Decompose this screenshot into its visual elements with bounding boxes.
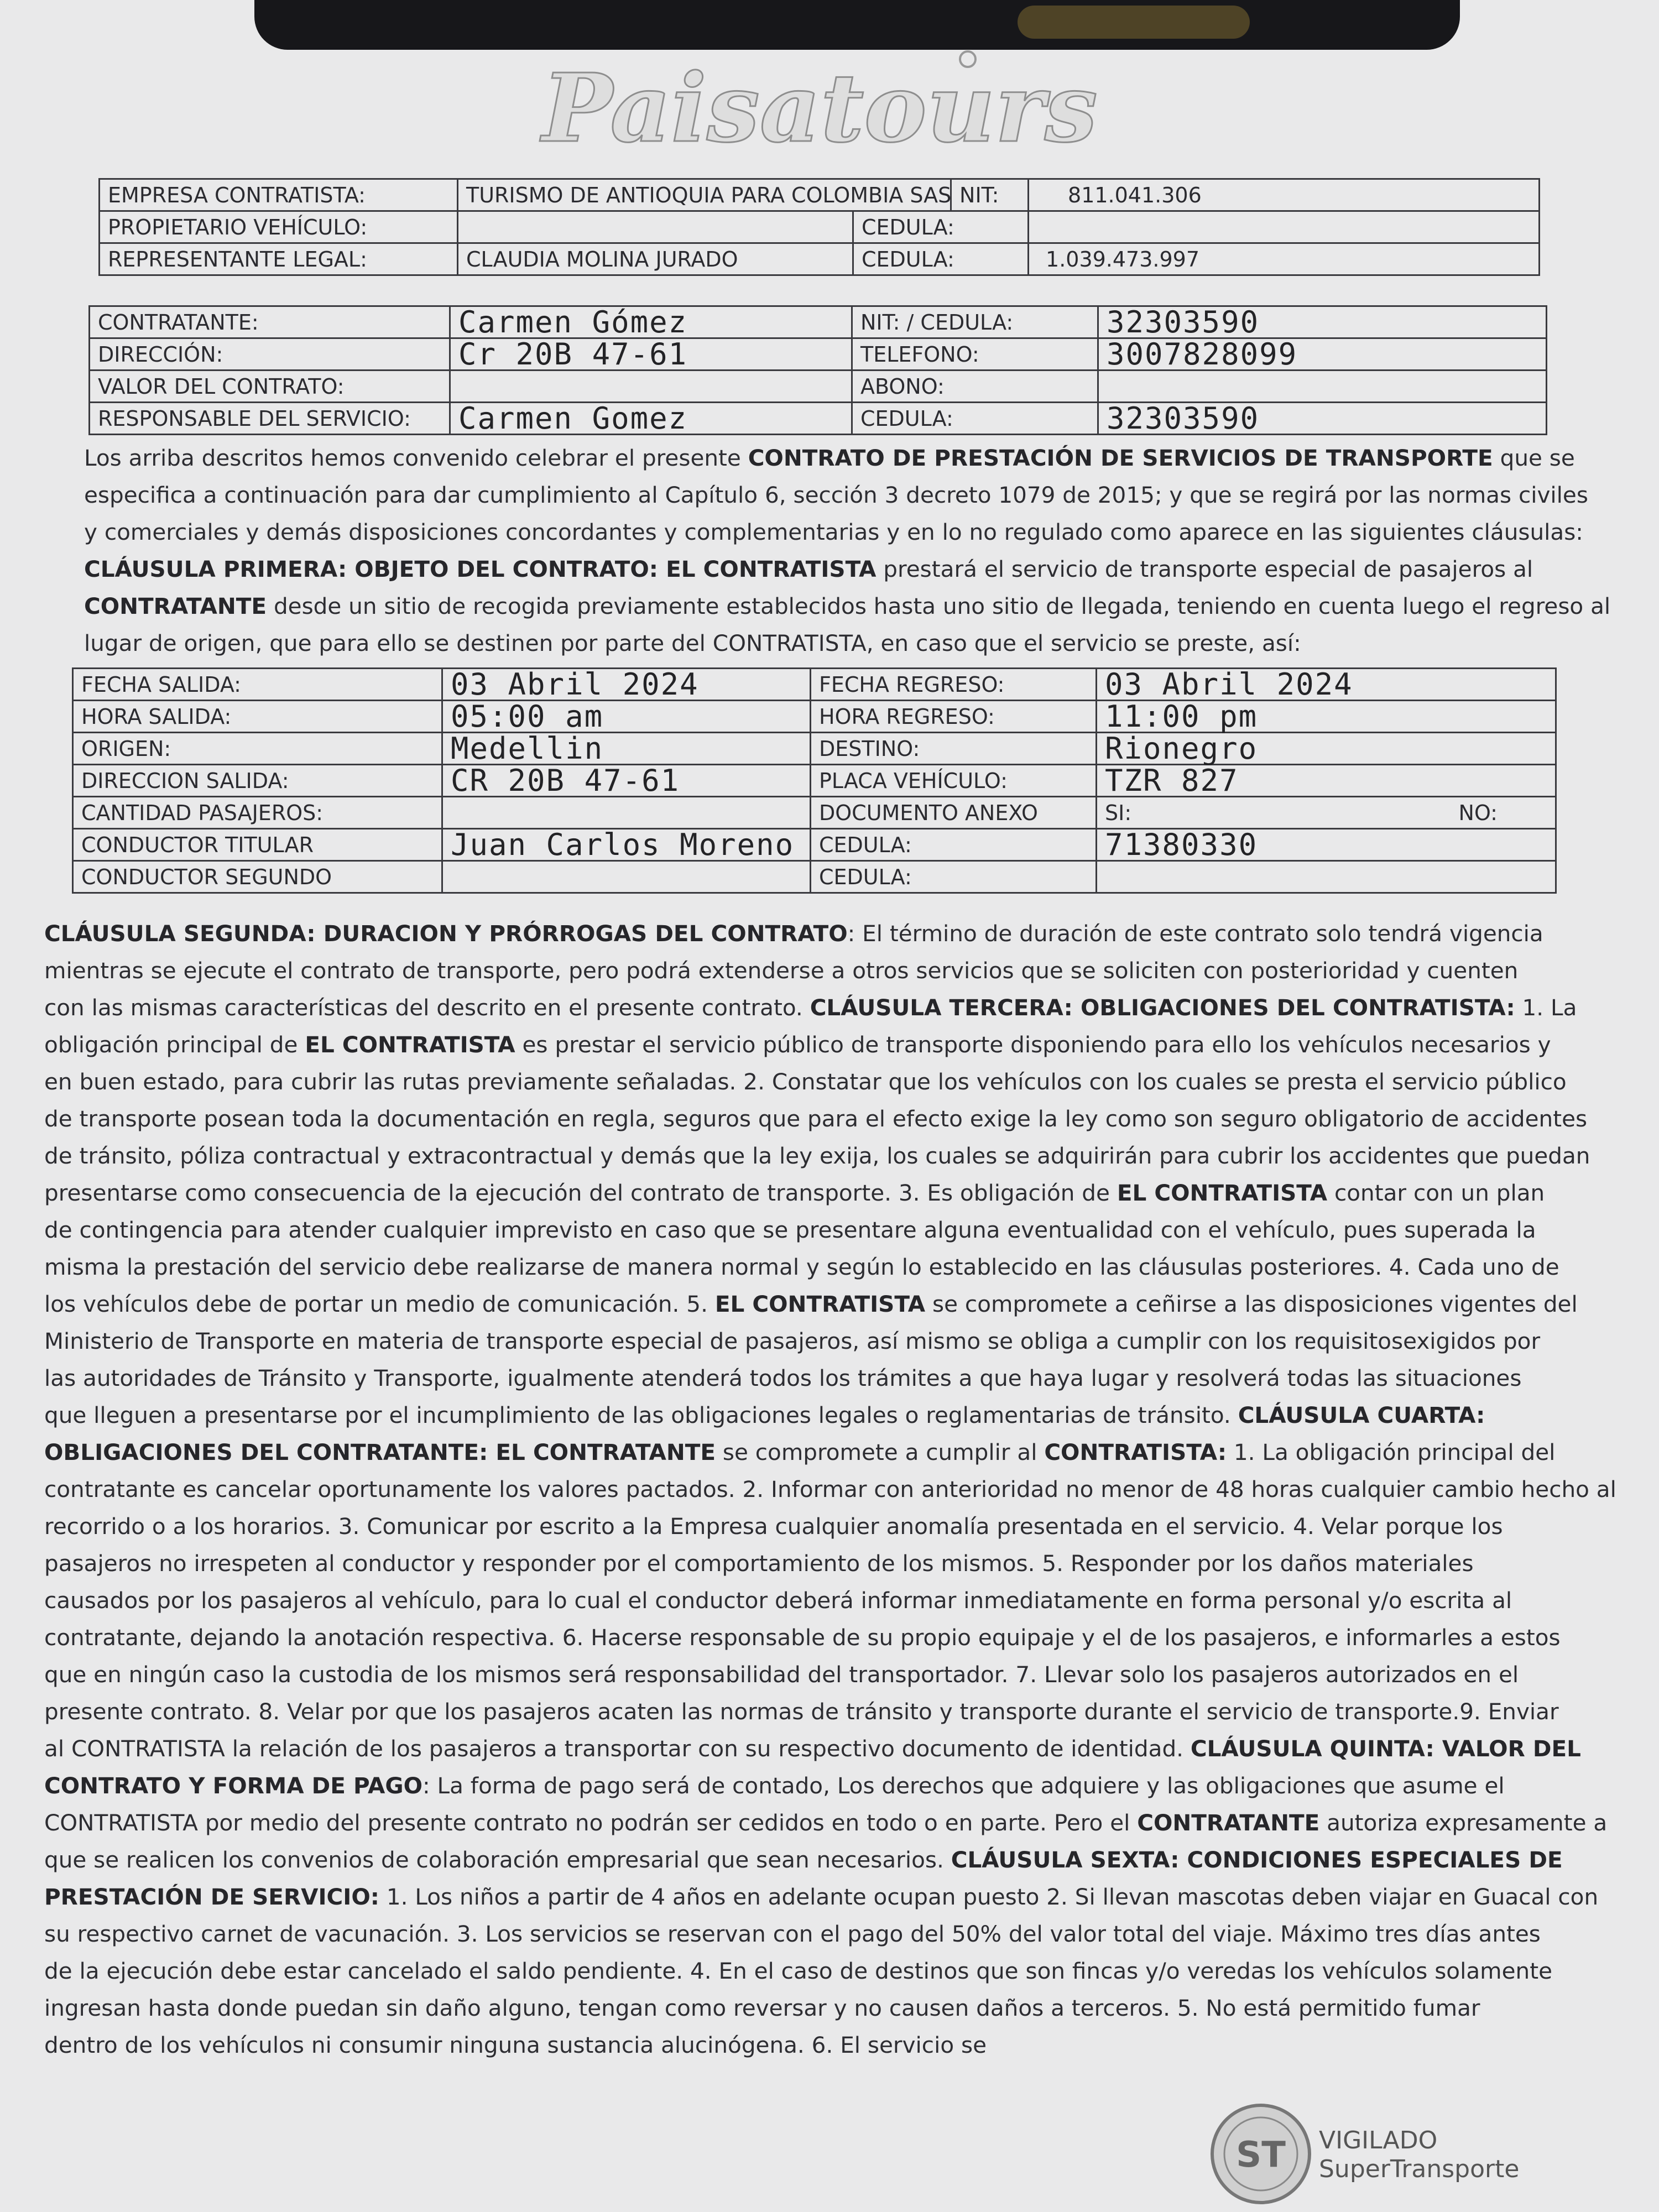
cantidad-pasajeros-label: CANTIDAD PASAJEROS: xyxy=(73,797,442,829)
text-run: de contingencia para atender cualquier imprevisto en caso que se presentare alguna eventualidad con el vehículo, pues superada la xyxy=(44,1217,1536,1243)
representante-label: REPRESENTANTE LEGAL: xyxy=(100,243,458,275)
cedula-titular-label: CEDULA: xyxy=(811,829,1097,861)
valor-value xyxy=(450,371,852,403)
text-line xyxy=(84,477,1588,514)
text-run: presentarse como consecuencia de la ejecución del contrato de transporte. 3. Es obligación de xyxy=(44,1180,1117,1206)
text-line xyxy=(44,1249,1568,1286)
abono-value xyxy=(1098,371,1547,403)
clip-ornament xyxy=(1018,6,1250,39)
nit-label: NIT: xyxy=(951,179,1029,211)
direccion-label: DIRECCIÓN: xyxy=(90,338,450,371)
text-run: : La forma de pago será de contado, Los derechos que adquiere y las obligaciones que asume el xyxy=(422,1772,1505,1799)
text-run: contratante es cancelar oportunamente los valores pactados. 2. Informar con anterioridad no menor de 48 horas cualquier cambio hecho al xyxy=(44,1476,1616,1503)
bold-text: PRESTACIÓN DE SERVICIO: xyxy=(44,1884,379,1910)
text-line xyxy=(44,1175,1568,1212)
clauses-paragraph xyxy=(44,915,1616,2064)
propietario-value xyxy=(458,211,853,243)
origen-value: Medellin xyxy=(442,733,811,765)
text-line xyxy=(44,1619,1568,1656)
text-run: con las mismas características del descrito en el presente contrato. xyxy=(44,994,810,1021)
cedula-representante-value: 1.039.473.997 xyxy=(1029,243,1540,275)
placa-value: TZR 827 xyxy=(1097,765,1556,797)
text-line xyxy=(44,1804,1608,1841)
supertransporte-seal-icon xyxy=(1208,2101,1313,2206)
text-run: mientras se ejecute el contrato de transporte, pero podrá extenderse a otros servicios que se soliciten con posterioridad y cuenten xyxy=(44,957,1519,984)
hora-salida-value: 05:00 am xyxy=(442,701,811,733)
text-line xyxy=(84,514,1583,551)
text-run: de tránsito, póliza contractual y extracontractual y demás que la ley exija, los cuales se adquirirán para cubrir los accidentes que puedan xyxy=(44,1142,1590,1169)
text-run: dentro de los vehículos ni consumir ninguna sustancia alucinógena. 6. El servicio se xyxy=(44,2032,987,2058)
conductor-segundo-label: CONDUCTOR SEGUNDO xyxy=(73,861,442,893)
documento-anexo-options xyxy=(1097,797,1556,829)
text-run: lugar de origen, que para ello se destinen por parte del CONTRATISTA, en caso que el servicio se preste, así: xyxy=(84,630,1301,656)
text-line xyxy=(44,1138,1590,1175)
contratante-value: Carmen Gómez xyxy=(450,306,852,338)
conductor-segundo-value xyxy=(442,861,811,893)
nit-value: 811.041.306 xyxy=(1029,179,1540,211)
fecha-regreso-label: FECHA REGRESO: xyxy=(811,669,1097,701)
no-option: NO: xyxy=(1458,800,1498,825)
propietario-label: PROPIETARIO VEHÍCULO: xyxy=(100,211,458,243)
text-run: Los arriba descritos hemos convenido celebrar el presente xyxy=(84,445,748,471)
text-line xyxy=(44,1063,1568,1100)
conductor-titular-label: CONDUCTOR TITULAR xyxy=(73,829,442,861)
text-run: desde un sitio de recogida previamente establecidos hasta uno sitio de llegada, teniendo en cuenta luego el regreso al xyxy=(267,593,1611,619)
text-line xyxy=(44,1841,1568,1879)
cedula-representante-label: CEDULA: xyxy=(853,243,1029,275)
text-run: obligación principal de xyxy=(44,1031,305,1058)
fecha-regreso-value: 03 Abril 2024 xyxy=(1097,669,1556,701)
responsable-label: RESPONSABLE DEL SERVICIO: xyxy=(90,403,450,435)
fecha-salida-value: 03 Abril 2024 xyxy=(442,669,811,701)
text-run: prestará el servicio de transporte especial de pasajeros al xyxy=(876,556,1533,582)
text-run: y comerciales y demás disposiciones concordantes y complementarias y en lo no regulado como aparece en las siguientes cláusulas: xyxy=(84,519,1583,545)
bold-text: CLÁUSULA SEXTA: CONDICIONES ESPECIALES DE xyxy=(951,1846,1563,1873)
bold-text: EL CONTRATISTA xyxy=(714,1291,926,1317)
text-run: recorrido o a los horarios. 3. Comunicar por escrito a la Empresa cualquier anomalía presentada en el servicio. 4. Velar porque los xyxy=(44,1513,1503,1540)
contratante-label: CONTRATANTE: xyxy=(90,306,450,338)
vigilado-block xyxy=(1319,2126,1519,2184)
text-run: autoriza expresamente a xyxy=(1319,1809,1608,1836)
text-line xyxy=(84,588,1611,625)
text-run: su respectivo carnet de vacunación. 3. Los servicios se reservan con el pago del 50% del valor total del viaje. Máximo tres días antes xyxy=(44,1921,1541,1947)
valor-label: VALOR DEL CONTRATO: xyxy=(90,371,450,403)
cedula-segundo-value xyxy=(1097,861,1556,893)
supertransporte-text: SuperTransporte xyxy=(1319,2155,1520,2183)
text-line xyxy=(44,1026,1568,1063)
bold-text: CONTRATISTA: xyxy=(1044,1439,1227,1465)
text-run: misma la prestación del servicio debe realizarse de manera normal y según lo establecido en las cláusulas posteriores. 4. Cada uno de xyxy=(44,1254,1559,1280)
text-line xyxy=(84,551,1552,588)
vigilado-text: VIGILADO xyxy=(1319,2126,1438,2154)
origen-label: ORIGEN: xyxy=(73,733,442,765)
text-run: : El término de duración de este contrato solo tendrá vigencia xyxy=(847,920,1543,947)
text-line xyxy=(44,1953,1568,1990)
text-run: que lleguen a presentarse por el incumplimiento de las obligaciones legales o reglamentarias de tránsito. xyxy=(44,1402,1238,1428)
documento-anexo-label: DOCUMENTO ANEXO xyxy=(811,797,1097,829)
trip-table xyxy=(72,667,1557,894)
text-line xyxy=(44,1545,1568,1582)
text-line xyxy=(44,1212,1568,1249)
cedula-responsable-value: 32303590 xyxy=(1098,403,1547,435)
direccion-value: Cr 20B 47-61 xyxy=(450,338,852,371)
text-line xyxy=(44,1397,1568,1434)
text-run: es prestar el servicio público de transporte disponiendo para ello los vehículos necesarios y xyxy=(515,1031,1551,1058)
cedula-titular-value: 71380330 xyxy=(1097,829,1556,861)
bold-text: CONTRATANTE xyxy=(1137,1809,1320,1836)
text-run: presente contrato. 8. Velar por que los pasajeros acaten las normas de tránsito y transporte durante el servicio de transporte.9. Enviar xyxy=(44,1698,1559,1725)
text-run: Ministerio de Transporte en materia de transporte especial de pasajeros, así mismo se obliga a cumplir con los requisitosexigidos por xyxy=(44,1328,1541,1354)
si-option: SI: xyxy=(1105,800,1132,825)
direccion-salida-value: CR 20B 47-61 xyxy=(442,765,811,797)
text-run: los vehículos debe de portar un medio de comunicación. 5. xyxy=(44,1291,715,1317)
nit-cedula-value: 32303590 xyxy=(1098,306,1547,338)
text-run: causados por los pasajeros al vehículo, para lo cual el conductor deberá informar inmediatamente en forma personal y/o escrita al xyxy=(44,1587,1512,1614)
cedula-propietario-label: CEDULA: xyxy=(853,211,1029,243)
clipboard-clip xyxy=(254,0,1460,50)
text-run: de la ejecución debe estar cancelado el saldo pendiente. 4. En el caso de destinos que son fincas y/o veredas los vehículos solamente xyxy=(44,1958,1552,1984)
telefono-value: 3007828099 xyxy=(1098,338,1547,371)
text-run: contar con un plan xyxy=(1327,1180,1545,1206)
text-run: al CONTRATISTA la relación de los pasajeros a transportar con su respectivo documento de identidad. xyxy=(44,1735,1191,1762)
text-line xyxy=(44,1100,1588,1138)
bold-text: CLÁUSULA PRIMERA: OBJETO DEL CONTRATO: EL CONTRATISTA xyxy=(84,556,877,582)
text-line xyxy=(44,1767,1568,1804)
bold-text: OBLIGACIONES DEL CONTRATANTE: EL CONTRATANTE xyxy=(44,1439,716,1465)
cedula-propietario-value xyxy=(1029,211,1540,243)
text-line xyxy=(44,1656,1568,1693)
text-run: 1. La xyxy=(1515,994,1577,1021)
text-run: contratante, dejando la anotación respectiva. 6. Hacerse responsable de su propio equipaje y el de los pasajeros, e informarles a estos xyxy=(44,1624,1561,1651)
text-run: que se xyxy=(1493,445,1575,471)
text-line xyxy=(44,1323,1568,1360)
text-run: se compromete a ceñirse a las disposiciones vigentes del xyxy=(925,1291,1578,1317)
text-line xyxy=(44,1693,1568,1730)
text-line xyxy=(44,1730,1581,1767)
text-line xyxy=(44,915,1568,952)
bold-text: EL CONTRATISTA xyxy=(305,1031,515,1058)
text-line xyxy=(44,1990,1568,2027)
bold-text: CLÁUSULA SEGUNDA: DURACION Y PRÓRROGAS DEL CONTRATO xyxy=(44,920,848,947)
text-line xyxy=(84,625,1552,662)
text-run: las autoridades de Tránsito y Transporte, igualmente atenderá todos los trámites a que haya lugar y resolverá todas las situaciones xyxy=(44,1365,1522,1391)
cedula-segundo-label: CEDULA: xyxy=(811,861,1097,893)
placa-label: PLACA VEHÍCULO: xyxy=(811,765,1097,797)
destino-label: DESTINO: xyxy=(811,733,1097,765)
text-line xyxy=(44,1582,1568,1619)
direccion-salida-label: DIRECCION SALIDA: xyxy=(73,765,442,797)
responsable-value: Carmen Gomez xyxy=(450,403,852,435)
hora-salida-label: HORA SALIDA: xyxy=(73,701,442,733)
text-run: 1. La obligación principal del xyxy=(1227,1439,1556,1465)
text-line xyxy=(44,952,1568,989)
bold-text: CONTRATANTE xyxy=(84,593,267,619)
fecha-salida-label: FECHA SALIDA: xyxy=(73,669,442,701)
intro-paragraph xyxy=(84,440,1611,662)
text-run: especifica a continuación para dar cumplimiento al Capítulo 6, sección 3 decreto 1079 de 2015; y que se regirá por las normas civiles xyxy=(84,482,1588,508)
text-line xyxy=(44,1879,1599,1916)
bold-text: CLÁUSULA QUINTA: VALOR DEL xyxy=(1190,1735,1581,1762)
cantidad-pasajeros-value xyxy=(442,797,811,829)
destino-value: Rionegro xyxy=(1097,733,1556,765)
empresa-value: TURISMO DE ANTIOQUIA PARA COLOMBIA SAS xyxy=(458,179,951,211)
logo-text: Paisatours xyxy=(542,53,1098,164)
text-run: CONTRATISTA por medio del presente contrato no podrán ser cedidos en todo o en parte. Pero el xyxy=(44,1809,1138,1836)
text-line xyxy=(84,440,1575,477)
bold-text: CLÁUSULA TERCERA: OBLIGACIONES DEL CONTRATISTA: xyxy=(810,994,1515,1021)
text-run: ingresan hasta donde puedan sin daño alguno, tengan como reversar y no causen daños a terceros. 5. No está permitido fumar xyxy=(44,1995,1480,2021)
text-run: en buen estado, para cubrir las rutas previamente señaladas. 2. Constatar que los vehículos con los cuales se presta el servicio público xyxy=(44,1068,1567,1095)
text-run: se compromete a cumplir al xyxy=(716,1439,1045,1465)
text-line xyxy=(44,2027,1568,2064)
text-run: que se realicen los convenios de colaboración empresarial que sean necesarios. xyxy=(44,1846,951,1873)
bold-text: EL CONTRATISTA xyxy=(1117,1180,1328,1206)
text-run: pasajeros no irrespeten al conductor y responder por el comportamiento de los mismos. 5. Responder por los daños materiales xyxy=(44,1550,1474,1577)
hora-regreso-value: 11:00 pm xyxy=(1097,701,1556,733)
company-logo xyxy=(531,47,1098,169)
text-line xyxy=(44,1434,1568,1471)
company-table xyxy=(98,178,1540,276)
bold-text: CONTRATO Y FORMA DE PAGO xyxy=(44,1772,423,1799)
text-run: que en ningún caso la custodia de los mismos será responsabilidad del transportador. 7. Llevar solo los pasajeros autorizados en el xyxy=(44,1661,1519,1688)
cedula-responsable-label: CEDULA: xyxy=(852,403,1098,435)
nit-cedula-label: NIT: / CEDULA: xyxy=(852,306,1098,338)
empresa-label: EMPRESA CONTRATISTA: xyxy=(100,179,458,211)
hora-regreso-label: HORA REGRESO: xyxy=(811,701,1097,733)
seal-letters: ST xyxy=(1236,2135,1286,2176)
text-line xyxy=(44,989,1577,1026)
text-line xyxy=(44,1508,1568,1545)
text-run: de transporte posean toda la documentación en regla, seguros que para el efecto exige la ley como son seguro obligatorio de accidentes xyxy=(44,1105,1588,1132)
conductor-titular-value: Juan Carlos Moreno xyxy=(442,829,811,861)
text-run: 1. Los niños a partir de 4 años en adelante ocupan puesto 2. Si llevan mascotas deben viajar en Guacal con xyxy=(379,1884,1599,1910)
text-line xyxy=(44,1471,1616,1508)
text-line xyxy=(44,1286,1578,1323)
telefono-label: TELEFONO: xyxy=(852,338,1098,371)
bold-text: CONTRATO DE PRESTACIÓN DE SERVICIOS DE TRANSPORTE xyxy=(748,445,1493,471)
client-table xyxy=(88,305,1547,435)
representante-value: CLAUDIA MOLINA JURADO xyxy=(458,243,853,275)
text-line xyxy=(44,1916,1568,1953)
text-line xyxy=(44,1360,1568,1397)
abono-label: ABONO: xyxy=(852,371,1098,403)
bold-text: CLÁUSULA CUARTA: xyxy=(1238,1402,1485,1428)
